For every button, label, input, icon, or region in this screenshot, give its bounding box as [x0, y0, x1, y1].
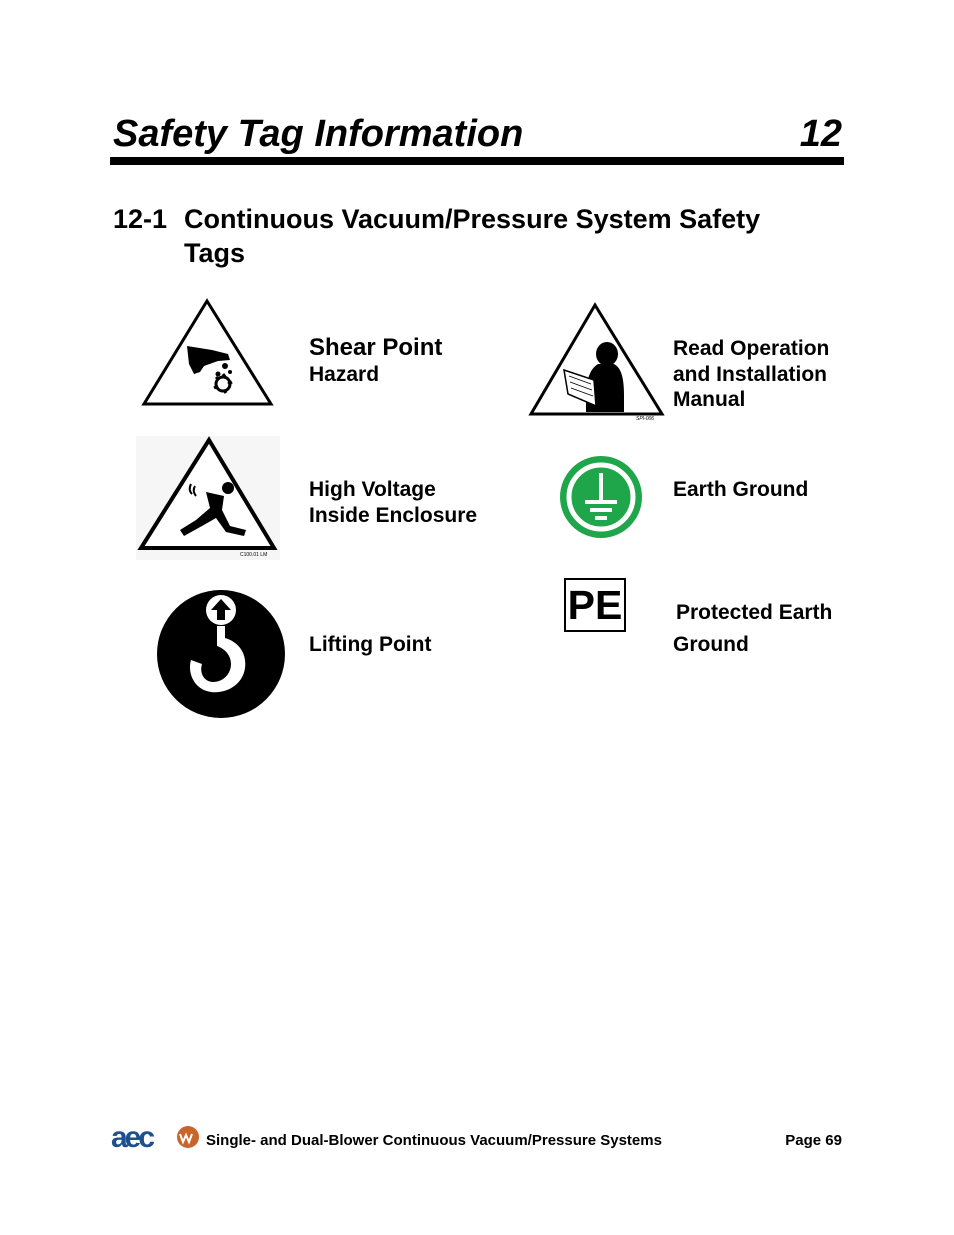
read-manual-line1: Read Operation: [673, 337, 830, 360]
read-manual-line3: Manual: [673, 388, 746, 411]
shear-point-title: Shear Point: [309, 334, 443, 361]
high-voltage-warning-icon: [136, 436, 280, 560]
section-title: Continuous Vacuum/Pressure System Safety Tags: [184, 204, 761, 268]
chapter-number: 12: [799, 113, 842, 155]
shear-point-warning-icon: [140, 298, 275, 408]
read-manual-line2: and Installation: [673, 362, 828, 386]
footer-text: Single- and Dual-Blower Continuous Vacuum/Pressure Systems: [206, 1132, 662, 1149]
section-number: 12-1: [113, 204, 168, 234]
aec-logo-text: aec: [111, 1122, 153, 1152]
protected-earth-icon: [564, 578, 626, 632]
high-voltage-line2: Inside Enclosure: [309, 503, 478, 527]
high-voltage-label: [309, 477, 477, 528]
read-manual-label: [673, 336, 829, 413]
high-voltage-line1: High Voltage: [309, 478, 436, 501]
lifting-hook-icon: [155, 588, 287, 720]
protected-earth-line1: Protected Earth: [676, 601, 833, 624]
page-number: Page 69: [785, 1132, 842, 1149]
chapter-title: Safety Tag Information: [113, 113, 524, 155]
earth-ground-label: Earth Ground: [673, 478, 809, 501]
high-voltage-code: C100.01 LM: [240, 552, 268, 558]
protected-earth-icon-text: PE: [567, 582, 623, 628]
earth-ground-icon: [558, 455, 644, 539]
title-rule: [110, 157, 844, 165]
read-manual-code: SPI-006: [636, 416, 655, 422]
lifting-point-label: Lifting Point: [309, 633, 432, 656]
shear-point-subtitle: Hazard: [309, 363, 380, 386]
protected-earth-line2: Ground: [673, 633, 749, 656]
read-manual-icon: [528, 302, 666, 424]
aec-logo: [111, 1122, 201, 1152]
